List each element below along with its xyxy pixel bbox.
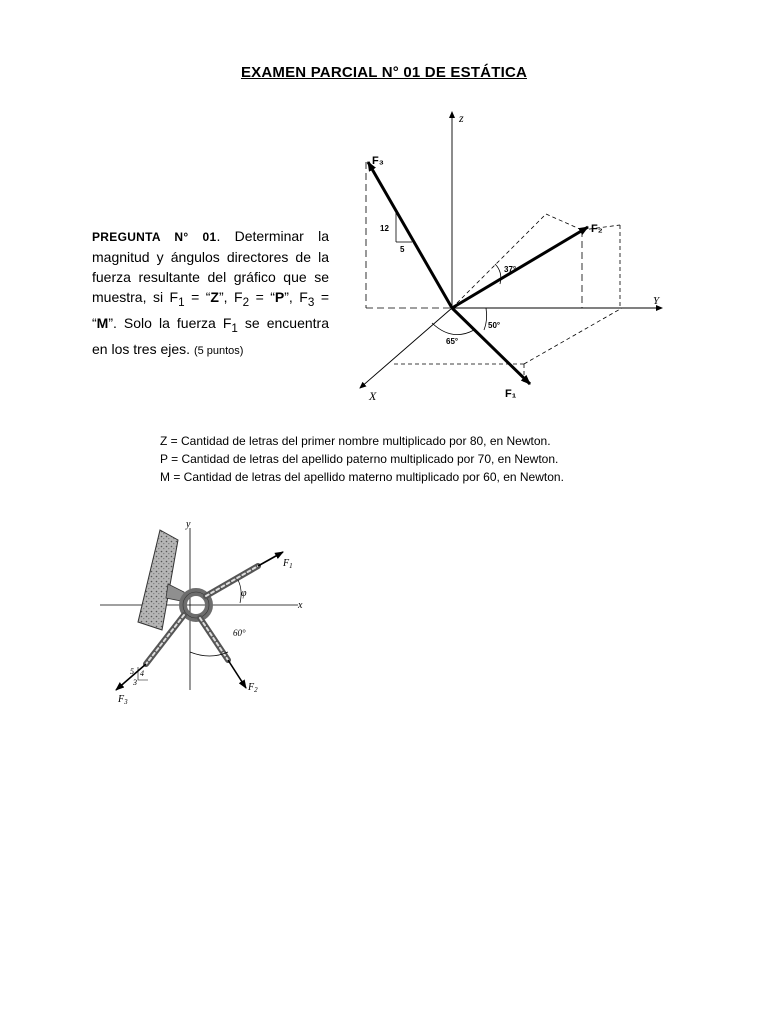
force-diagram-3d: [350, 100, 670, 410]
f1-label-2d: $F_1$: [283, 558, 293, 570]
axis-y-2d-label: y: [186, 519, 191, 530]
subscript-1: 1: [178, 295, 185, 309]
force-f2-arrow: [452, 227, 588, 308]
force-f1-arrow: [452, 308, 530, 384]
f2-label: F₂: [591, 223, 603, 235]
force-diagram-2d: [95, 515, 315, 710]
question-eq3: = “: [92, 289, 330, 331]
slope-run-label: 5: [400, 245, 405, 254]
definition-z: Z = Cantidad de letras del primer nombre multiplicado por 80, en Newton.: [160, 434, 551, 448]
question-sep2: ”, F: [284, 289, 308, 305]
phi-label: φ: [241, 588, 247, 599]
f1-label: F₁: [505, 388, 517, 400]
axis-z-label: z: [459, 111, 464, 125]
subscript-3: 3: [307, 295, 315, 309]
question-eq1: = “: [184, 289, 211, 305]
angle-60-label-2d: 60°: [233, 628, 246, 638]
question-text-a: . Determinar la magnitud y ángulos directores de la fuerza resultante del gráfico que se muestra, si F: [92, 228, 329, 305]
points-label: (5 puntos): [193, 344, 244, 357]
axis-x-2d-label: x: [298, 600, 303, 611]
angle-65-label: 65°: [446, 337, 459, 346]
force-f3-arrow: [368, 162, 452, 308]
variable-p: P: [274, 289, 285, 305]
variable-z: Z: [210, 289, 219, 305]
wall-support: [138, 530, 178, 630]
angle-50-label: 50°: [488, 321, 501, 330]
variable-m: M: [96, 314, 109, 331]
axis-x-label: X: [369, 389, 377, 403]
f3-label-2d: $F_3$: [118, 694, 128, 706]
angle-37-label: 37°: [504, 265, 517, 274]
question-lead: PREGUNTA N° 01: [92, 230, 217, 244]
variable-definitions: [160, 432, 680, 486]
axis-y-label: Y: [653, 295, 660, 307]
x-axis: [360, 308, 452, 388]
question-1: [92, 226, 329, 361]
f1-arrow-2d: [258, 552, 283, 566]
exam-title: EXAMEN PARCIAL N° 01 DE ESTÁTICA: [240, 64, 528, 81]
f3-label: F₃: [372, 155, 384, 167]
angle-arc-50: [484, 308, 487, 330]
question-sep1: ”, F: [218, 289, 243, 305]
question-text-c: se encuentra en los tres ejes.: [92, 314, 329, 357]
question-text-b: ”. Solo la fuerza F: [108, 314, 232, 331]
slope-rise-label: 12: [380, 224, 389, 233]
definition-p: P = Cantidad de letras del apellido paterno multiplicado por 70, en Newton.: [160, 452, 559, 466]
question-eq2: = “: [249, 289, 275, 305]
subscript-4: 1: [231, 321, 238, 335]
definition-m: M = Cantidad de letras del apellido materno multiplicado por 60, en Newton.: [160, 470, 564, 484]
tri-5-label: 5: [130, 667, 134, 676]
subscript-2: 2: [242, 295, 250, 309]
f2-label-2d: $F_2$: [248, 682, 258, 694]
tri-3-label: 3: [133, 678, 137, 687]
tri-4-label: 4: [140, 669, 144, 678]
f2-arrow-2d: [228, 660, 246, 688]
